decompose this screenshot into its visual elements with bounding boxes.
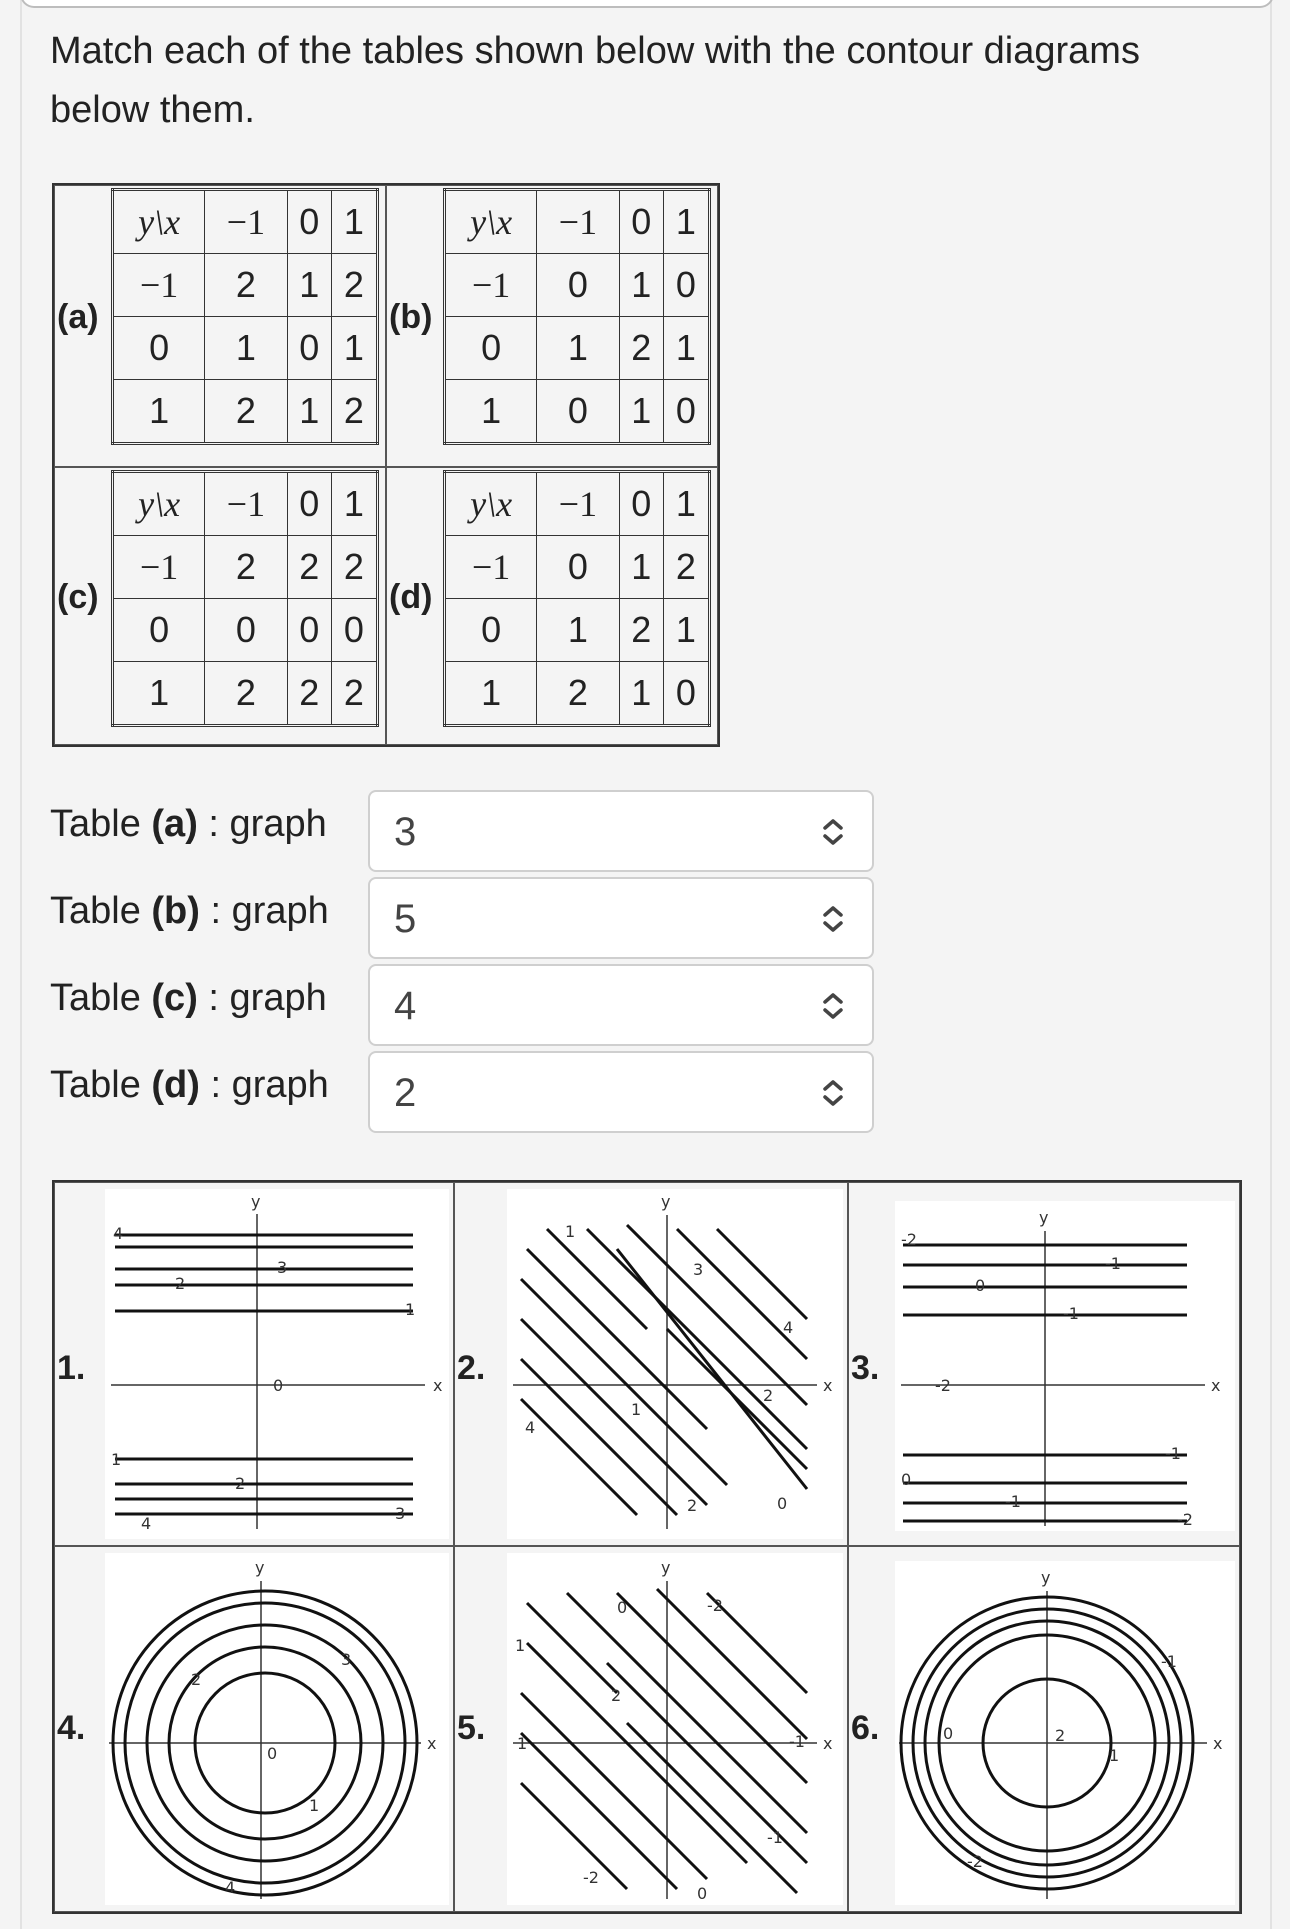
table-row-label: 0 [445, 599, 537, 662]
table-value: 1 [619, 662, 663, 726]
value-table-a [111, 188, 379, 445]
table-header-cell: y\x [445, 472, 537, 536]
contour-label: -2 [967, 1852, 983, 1871]
match-table-label: (b) [151, 890, 200, 932]
contour-label: 0 [777, 1494, 788, 1513]
match-suffix: : graph [199, 890, 329, 932]
table-value: 2 [287, 536, 331, 599]
table-row-label: 1 [445, 380, 537, 444]
match-row-d [50, 1064, 329, 1107]
table-value: 0 [287, 599, 331, 662]
table-header-cell: −1 [537, 190, 619, 254]
table-value: 1 [619, 536, 663, 599]
table-value: 1 [619, 254, 663, 317]
contour-label: 1 [405, 1300, 416, 1319]
chevron-up-down-icon [816, 901, 850, 937]
axis-label-y: y [1041, 1568, 1051, 1587]
graph-number: 5. [457, 1709, 486, 1747]
contour-plot-5 [507, 1553, 843, 1905]
contour-label: 1 [631, 1400, 642, 1419]
card-top-border [20, 0, 1274, 8]
contour-label: 3 [395, 1504, 406, 1523]
question-prompt: Match each of the tables shown below with the contour diagrams below them. [50, 30, 1140, 131]
contour-label: 0 [943, 1724, 954, 1743]
match-table-label: (a) [151, 803, 198, 845]
table-value: 1 [205, 317, 287, 380]
axis-label-x: x [427, 1734, 437, 1753]
graph-cell-2 [454, 1182, 848, 1546]
table-header-cell: y\x [113, 190, 205, 254]
contour-label: 0 [617, 1598, 628, 1617]
contour-label: 2 [191, 1670, 202, 1689]
contour-label: 1 [111, 1450, 122, 1469]
contour-plot-2 [507, 1189, 843, 1539]
table-label-b: (b) [389, 298, 433, 336]
contour-label: 4 [783, 1318, 794, 1337]
contour-label: 1 [309, 1796, 320, 1815]
contour-label: 0 [273, 1376, 284, 1395]
contour-label: 2 [611, 1686, 622, 1705]
axis-label-y: y [661, 1192, 671, 1211]
table-value: 2 [331, 254, 377, 317]
table-header-cell: 1 [663, 190, 709, 254]
graph-number: 4. [57, 1709, 86, 1747]
axis-label-y: y [661, 1558, 671, 1577]
value-table-d [443, 470, 711, 727]
contour-label: 4 [113, 1224, 124, 1243]
table-value: 2 [663, 536, 709, 599]
selected-value: 4 [394, 984, 417, 1028]
table-value: 0 [287, 317, 331, 380]
table-value: 2 [205, 254, 287, 317]
match-suffix: : graph [199, 1064, 329, 1106]
graph-number: 3. [851, 1349, 880, 1387]
contour-plot-4 [105, 1553, 449, 1905]
axis-label-y: y [1039, 1208, 1049, 1227]
match-table-label: (c) [151, 977, 198, 1019]
table-label-d: (d) [389, 578, 433, 616]
table-value: 2 [205, 536, 287, 599]
table-value: 2 [537, 662, 619, 726]
table-value: 0 [537, 536, 619, 599]
contour-label: -2 [707, 1596, 723, 1615]
axis-label-x: x [1211, 1376, 1221, 1395]
contour-label: -1 [1005, 1492, 1021, 1511]
table-value: 0 [663, 254, 709, 317]
value-table-c [111, 470, 379, 727]
graph-cell-6 [848, 1546, 1240, 1912]
table-value: 1 [287, 380, 331, 444]
match-table-label: (d) [151, 1064, 200, 1106]
axis-label-y: y [251, 1192, 261, 1211]
table-header-cell: −1 [537, 472, 619, 536]
table-row-label: −1 [445, 536, 537, 599]
table-value: 2 [287, 662, 331, 726]
contour-label: 2 [763, 1386, 774, 1405]
table-header-cell: 0 [619, 472, 663, 536]
contour-label: -1 [1063, 1304, 1079, 1323]
contour-label: 1 [515, 1636, 526, 1655]
contour-label: 2 [235, 1474, 246, 1493]
table-value: 2 [331, 662, 377, 726]
value-table-b [443, 188, 711, 445]
table-value: 2 [205, 662, 287, 726]
table-header-cell: 1 [331, 472, 377, 536]
graph-select-d[interactable] [368, 1051, 874, 1133]
contour-label: 3 [693, 1260, 704, 1279]
graph-cell-3 [848, 1182, 1240, 1546]
table-value: 0 [537, 254, 619, 317]
table-row-label: 1 [445, 662, 537, 726]
table-value: 0 [663, 662, 709, 726]
contour-label: 2 [687, 1496, 698, 1515]
table-cell-c [54, 467, 386, 745]
graph-cell-5 [454, 1546, 848, 1912]
table-row-label: 0 [113, 317, 205, 380]
contour-label: -2 [901, 1230, 917, 1249]
axis-label-x: x [823, 1376, 833, 1395]
contour-label: -1 [1105, 1254, 1121, 1273]
contour-label: 1 [517, 1734, 528, 1753]
match-row-b [50, 890, 329, 933]
axis-label-y: y [255, 1558, 265, 1577]
match-prefix: Table [50, 977, 152, 1019]
graph-number: 6. [851, 1709, 880, 1747]
contour-label: 4 [141, 1514, 152, 1533]
table-value: 2 [619, 599, 663, 662]
table-header-cell: y\x [113, 472, 205, 536]
contour-plot-1 [105, 1189, 449, 1539]
graph-cell-1 [54, 1182, 454, 1546]
match-suffix: : graph [197, 803, 327, 845]
table-value: 1 [537, 317, 619, 380]
contour-label: 1 [1109, 1746, 1120, 1765]
graph-select-b[interactable] [368, 877, 874, 959]
contour-label: -2 [583, 1868, 599, 1887]
contour-label: 0 [975, 1276, 986, 1295]
table-row-label: 0 [113, 599, 205, 662]
match-prefix: Table [50, 1064, 152, 1106]
table-row-label: −1 [113, 254, 205, 317]
contour-label: -1 [1161, 1652, 1177, 1671]
contour-label: 2 [1055, 1726, 1066, 1745]
axis-label-x: x [1213, 1734, 1223, 1753]
table-value: 2 [619, 317, 663, 380]
table-value: 2 [331, 380, 377, 444]
chevron-up-down-icon [816, 988, 850, 1024]
table-row-label: 1 [113, 380, 205, 444]
axis-label-x: x [823, 1734, 833, 1753]
table-cell-a [54, 185, 386, 467]
table-value: 2 [331, 536, 377, 599]
contour-label: -1 [1165, 1444, 1181, 1463]
selected-value: 5 [394, 897, 417, 941]
table-value: 1 [663, 317, 709, 380]
match-suffix: : graph [197, 977, 327, 1019]
contour-label: 3 [277, 1258, 288, 1277]
selected-value: 3 [394, 810, 417, 854]
table-value: 1 [331, 317, 377, 380]
contour-label: 4 [525, 1418, 536, 1437]
contour-plot-6 [895, 1561, 1235, 1905]
table-header-cell: 0 [287, 190, 331, 254]
graph-number: 2. [457, 1349, 486, 1387]
table-value: 0 [331, 599, 377, 662]
table-value: 1 [663, 599, 709, 662]
tables-grid [52, 183, 720, 747]
table-label-a: (a) [57, 298, 99, 336]
axis-label-x: x [433, 1376, 443, 1395]
graph-cell-4 [54, 1546, 454, 1912]
match-row-a [50, 803, 327, 846]
table-header-cell: 1 [663, 472, 709, 536]
table-value: 1 [619, 380, 663, 444]
contour-label: 0 [697, 1884, 708, 1903]
table-cell-b [386, 185, 718, 467]
table-value: 0 [663, 380, 709, 444]
contour-label: 2 [175, 1274, 186, 1293]
table-row-label: −1 [445, 254, 537, 317]
contour-label: -2 [1177, 1510, 1193, 1529]
match-row-c [50, 977, 327, 1020]
selected-value: 2 [394, 1071, 417, 1115]
contour-plot-3 [895, 1201, 1235, 1531]
table-value: 1 [537, 599, 619, 662]
contour-graphs-grid [52, 1180, 1242, 1914]
contour-label: -1 [767, 1828, 783, 1847]
contour-label: -2 [935, 1376, 951, 1395]
table-value: 0 [205, 599, 287, 662]
table-value: 0 [537, 380, 619, 444]
table-row-label: −1 [113, 536, 205, 599]
table-header-cell: −1 [205, 190, 287, 254]
table-row-label: 0 [445, 317, 537, 380]
table-header-cell: y\x [445, 190, 537, 254]
match-prefix: Table [50, 890, 152, 932]
graph-select-c[interactable] [368, 964, 874, 1046]
table-value: 1 [287, 254, 331, 317]
table-cell-d [386, 467, 718, 745]
contour-label: -1 [789, 1732, 805, 1751]
table-header-cell: 0 [287, 472, 331, 536]
graph-select-a[interactable] [368, 790, 874, 872]
table-header-cell: 1 [331, 190, 377, 254]
contour-label: 0 [267, 1744, 278, 1763]
table-row-label: 1 [113, 662, 205, 726]
table-value: 2 [205, 380, 287, 444]
contour-label: 3 [341, 1650, 352, 1669]
table-header-cell: 0 [619, 190, 663, 254]
contour-label: 1 [565, 1222, 576, 1241]
chevron-up-down-icon [816, 1075, 850, 1111]
graph-number: 1. [57, 1349, 86, 1387]
chevron-up-down-icon [816, 814, 850, 850]
table-label-c: (c) [57, 578, 99, 616]
table-header-cell: −1 [205, 472, 287, 536]
contour-label: 0 [901, 1470, 912, 1489]
match-prefix: Table [50, 803, 152, 845]
contour-label: 4 [225, 1878, 236, 1897]
